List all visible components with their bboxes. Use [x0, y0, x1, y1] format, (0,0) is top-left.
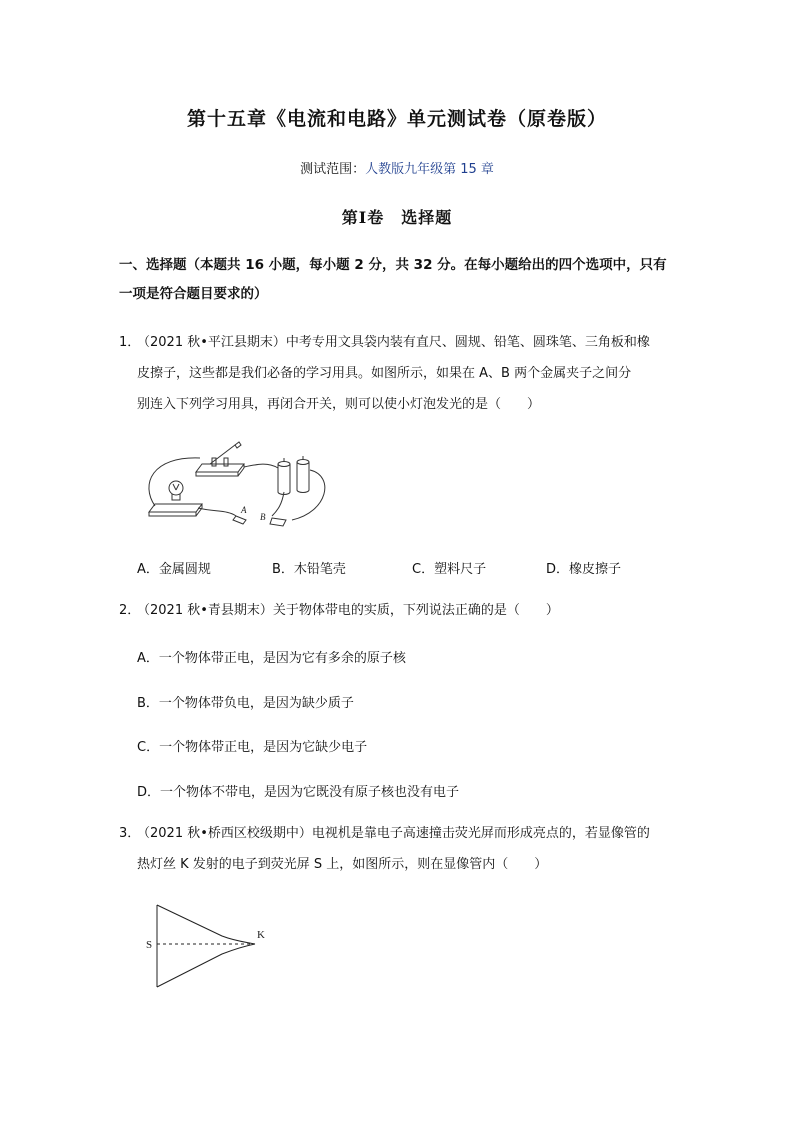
filament-k-label: K: [257, 929, 265, 941]
question-1: [119, 327, 679, 420]
screen-s-label: S: [146, 939, 153, 951]
question-1-line-1: （2021 秋•平江县期末）中考专用文具袋内装有直尺、圆规、铅笔、圆珠笔、三角板和橡: [137, 335, 650, 350]
section-heading: [119, 251, 679, 309]
part-title: 第Ⅰ卷 选择题: [341, 208, 453, 227]
question-2-option-a[interactable]: A．一个物体带正电，是因为它有多余的原子核: [137, 651, 406, 666]
question-2-number: 2．: [119, 603, 141, 618]
question-1-option-a[interactable]: A．金属圆规: [137, 562, 211, 577]
clip-a-label: A: [241, 505, 247, 515]
test-scope-label: 测试范围：: [300, 162, 366, 177]
picture-tube-figure: [140, 898, 280, 994]
question-2-stem: （2021 秋•青县期末）关于物体带电的实质，下列说法正确的是（ ）: [137, 603, 559, 618]
question-1-line-3: 别连入下列学习用具，再闭合开关，则可以使小灯泡发光的是（ ）: [137, 397, 541, 412]
question-1-option-d[interactable]: D．橡皮擦子: [546, 562, 622, 577]
circuit-figure: [140, 434, 340, 532]
question-2-option-c[interactable]: C．一个物体带正电，是因为它缺少电子: [137, 740, 368, 755]
clip-b-label: B: [260, 512, 266, 522]
question-1-number: 1．: [119, 335, 141, 350]
question-3-line-2: 热灯丝 K 发射的电子到荧光屏 S 上，如图所示，则在显像管内（ ）: [137, 857, 548, 872]
question-1-option-c[interactable]: C．塑料尺子: [412, 562, 487, 577]
question-2-option-d[interactable]: D．一个物体不带电，是因为它既没有原子核也没有电子: [137, 785, 460, 800]
question-3-line-1: （2021 秋•桥西区校级期中）电视机是靠电子高速撞击荧光屏而形成亮点的，若显像管的: [137, 826, 650, 841]
page-title: 第十五章《电流和电路》单元测试卷（原卷版）: [186, 108, 607, 130]
question-3-number: 3．: [119, 826, 141, 841]
question-2-option-b[interactable]: B．一个物体带负电，是因为缺少质子: [137, 696, 354, 711]
question-1-line-2: 皮擦子，这些都是我们必备的学习用具。如图所示，如果在 A、B 两个金属夹子之间分: [137, 366, 632, 381]
question-1-option-b[interactable]: B．木铅笔壳: [272, 562, 346, 577]
question-3: [119, 818, 679, 880]
section-heading-line-2: 一项是符合题目要求的）: [119, 286, 268, 302]
section-heading-line-1: 一、选择题（本题共 16 小题，每小题 2 分，共 32 分。在每小题给出的四个选项中，只有: [119, 257, 667, 273]
test-scope-value: 人教版九年级第 15 章: [365, 162, 494, 177]
question-2: [119, 595, 679, 626]
test-scope: [0, 158, 794, 177]
